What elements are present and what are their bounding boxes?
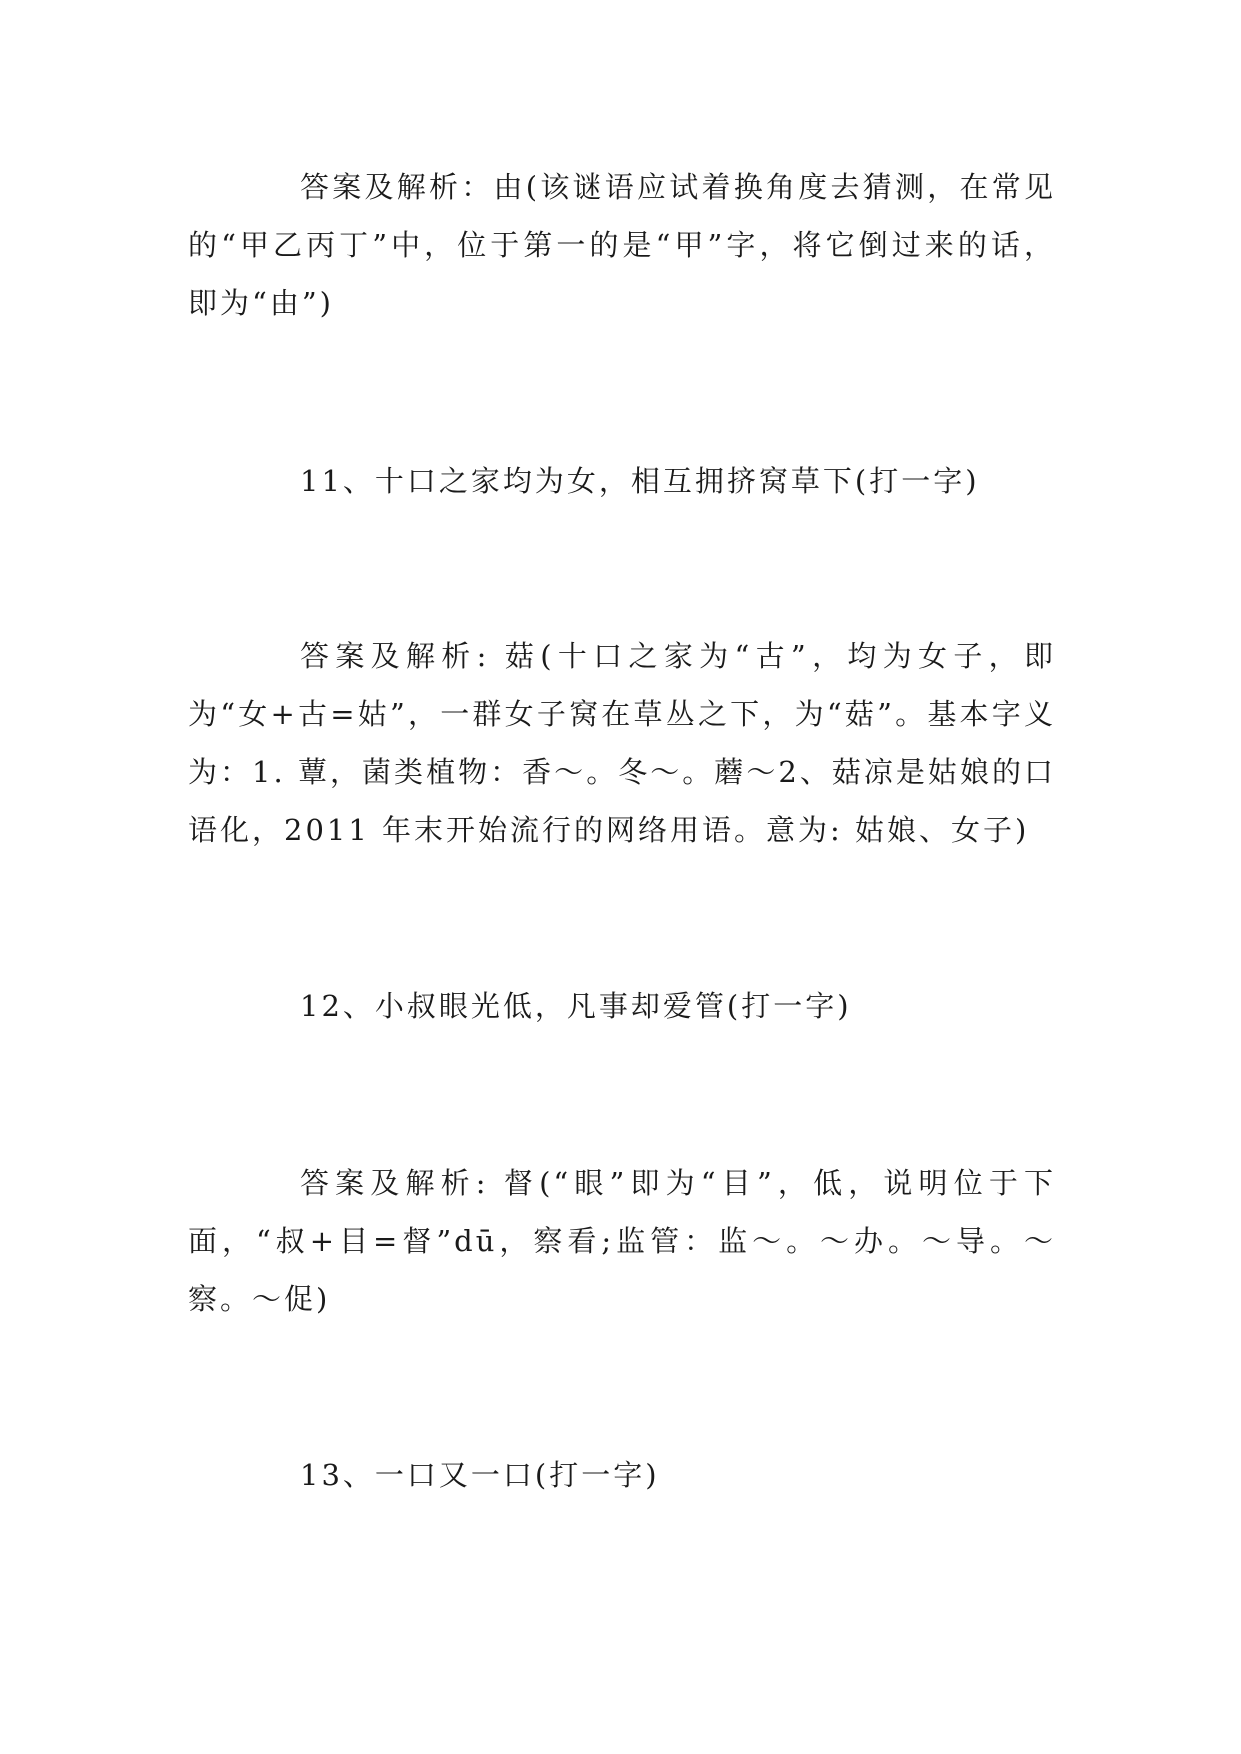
answer-10-paragraph: 答案及解析：由(该谜语应试着换角度去猜测，在常见的“甲乙丙丁”中，位于第一的是“甲”字，将它倒过来的话，即为“由”): [188, 170, 1056, 320]
answer-12-paragraph: 答案及解析: 督(“眼”即为“目”，低，说明位于下面，“叔+目=督”dū，察看;监管：监～。～办。～导。～察。～促): [188, 1166, 1056, 1316]
question-13-paragraph: 13、一口又一口(打一字): [300, 1458, 660, 1492]
question-12-paragraph: 12、小叔眼光低，凡事却爱管(打一字): [300, 989, 852, 1023]
answer-11-paragraph: 答案及解析: 菇(十口之家为“古”，均为女子，即为“女+古=姑”，一群女子窝在草丛之下，为“菇”。基本字义为：1. 蕈，菌类植物：香～。冬～。蘑～2、菇凉是姑娘的口语化，2011 年末开始流行的网络用语。意为: 姑娘、女子): [188, 639, 1056, 847]
question-11-paragraph: 11、十口之家均为女，相互拥挤窝草下(打一字): [300, 464, 980, 498]
